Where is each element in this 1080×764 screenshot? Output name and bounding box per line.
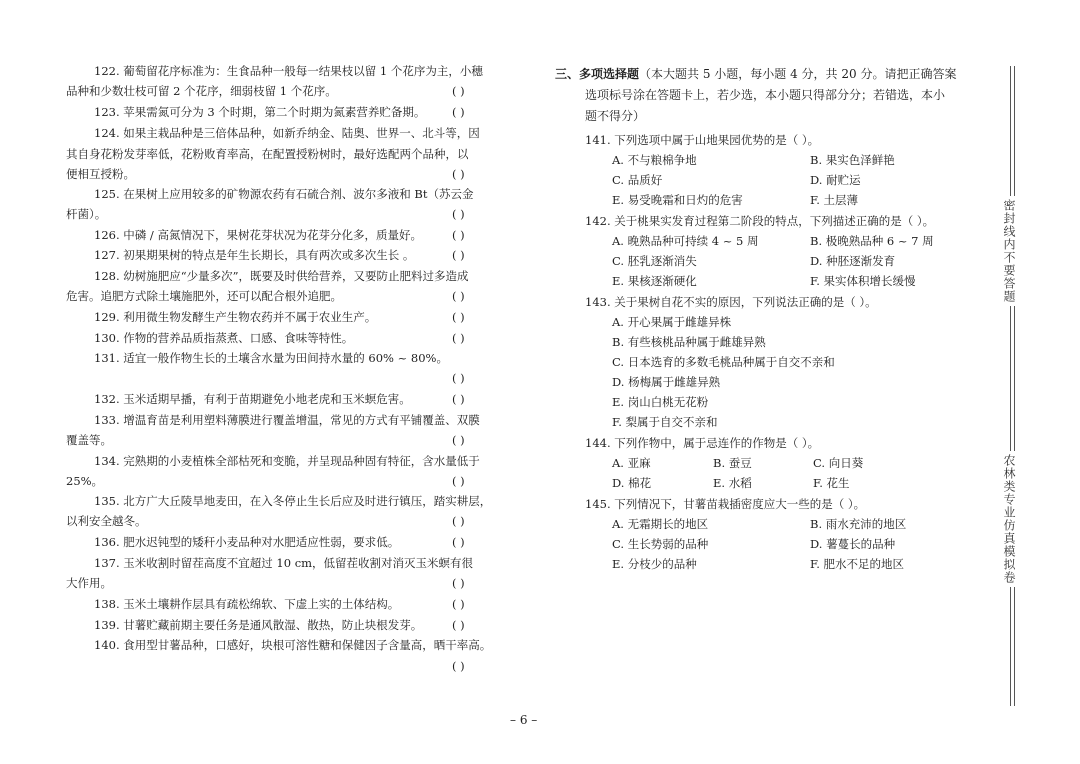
option-143-c[interactable]: C. 日本选育的多数毛桃品种属于自交不亲和: [612, 355, 835, 369]
answer-parentheses[interactable]: ( ): [452, 392, 465, 406]
answer-parentheses[interactable]: ( ): [452, 597, 465, 611]
section-instruction: 选项标号涂在答题卡上，若少选，本小题只得部分分；若错选，本小: [585, 88, 946, 102]
section-instruction: 题不得分）: [585, 109, 646, 123]
question-line: 125. 在果树上应用较多的矿物源农药有石硫合剂、波尔多液和 Bt（苏云金: [94, 187, 474, 201]
question-line: 135. 北方广大丘陵旱地麦田，在入冬停止生长后应及时进行镇压，踏实耕层，: [94, 494, 492, 508]
question-line: 139. 甘薯贮藏前期主要任务是通风散湿、散热，防止块根发芽。: [94, 618, 423, 632]
question-line: 137. 玉米收割时留茬高度不宜超过 10 cm，低留茬收割对消灭玉米螟有很: [94, 556, 474, 570]
question-stem-143: 143. 关于果树自花不实的原因，下列说法正确的是（ ）。: [585, 295, 877, 309]
question-line: 126. 中磷 / 高氮情况下，果树花芽状况为花芽分化多，质量好。: [94, 228, 422, 242]
option-144-a[interactable]: A. 亚麻: [612, 456, 651, 470]
answer-parentheses[interactable]: ( ): [452, 535, 465, 549]
section-instruction: （本大题共 5 小题，每小题 4 分，共 20 分。请把正确答案: [639, 67, 957, 81]
option-141-e[interactable]: E. 易受晚霜和日灼的危害: [612, 193, 743, 207]
option-143-a[interactable]: A. 开心果属于雌雄异株: [612, 315, 732, 329]
option-144-b[interactable]: B. 蚕豆: [713, 456, 752, 470]
question-line: 127. 初果期果树的特点是年生长期长，具有两次或多次生长 。: [94, 248, 415, 262]
option-142-b[interactable]: B. 极晚熟品种 6 ~ 7 周: [810, 234, 934, 248]
margin-exam-title: 农林类专业仿真模拟卷: [994, 451, 1018, 587]
option-144-d[interactable]: D. 棉花: [612, 476, 652, 490]
option-141-a[interactable]: A. 不与粮棉争地: [612, 153, 697, 167]
section-header: [555, 66, 956, 83]
question-line: 136. 肥水迟钝型的矮秆小麦品种对水肥适应性弱，要求低。: [94, 535, 400, 549]
question-line: 132. 玉米适期早播，有利于苗期避免小地老虎和玉米螟危害。: [94, 392, 411, 406]
question-line: 138. 玉米土壤耕作层具有疏松绵软、下虚上实的土体结构。: [94, 597, 400, 611]
question-line: 25%。: [66, 474, 104, 488]
question-line: 133. 增温育苗是利用塑料薄膜进行覆盖增温，常见的方式有平铺覆盖、双膜: [94, 413, 480, 427]
question-line: 危害。追肥方式除土壤施肥外，还可以配合根外追肥。: [66, 289, 342, 303]
answer-parentheses[interactable]: ( ): [452, 331, 465, 345]
answer-parentheses[interactable]: ( ): [452, 618, 465, 632]
answer-parentheses[interactable]: ( ): [452, 105, 465, 119]
answer-parentheses[interactable]: ( ): [452, 474, 465, 488]
question-line: 128. 幼树施肥应“少量多次”，既要及时供给营养，又要防止肥料过多造成: [94, 269, 469, 283]
option-143-e[interactable]: E. 岗山白桃无花粉: [612, 395, 709, 409]
question-line: 131. 适宜一般作物生长的土壤含水量为田间持水量的 60% ~ 80%。: [94, 351, 448, 365]
question-line: 122. 葡萄留花序标准为：生食品种一般每一结果枝以留 1 个花序为主，小穗: [94, 64, 483, 78]
question-line: 杆菌）。: [66, 207, 107, 221]
question-stem-144: 144. 下列作物中，属于忌连作的作物是（ ）。: [585, 436, 820, 450]
question-line: 大作用。: [66, 576, 112, 590]
question-line: 140. 食用型甘薯品种，口感好，块根可溶性糖和保健因子含量高，晒干率高。: [94, 638, 492, 652]
answer-parentheses[interactable]: ( ): [452, 167, 465, 181]
question-line: 便相互授粉。: [66, 167, 135, 181]
option-141-c[interactable]: C. 品质好: [612, 173, 663, 187]
section-title: 三、多项选择题: [555, 67, 640, 81]
question-stem-145: 145. 下列情况下，甘薯苗栽插密度应大一些的是（ ）。: [585, 497, 866, 511]
option-142-f[interactable]: F. 果实体积增长缓慢: [810, 274, 916, 288]
seal-line: [1010, 66, 1011, 706]
question-line: 130. 作物的营养品质指蒸煮、口感、食味等特性。: [94, 331, 354, 345]
option-145-d[interactable]: D. 薯蔓长的品种: [810, 537, 896, 551]
answer-parentheses[interactable]: ( ): [452, 248, 465, 262]
option-141-b[interactable]: B. 果实色泽鲜艳: [810, 153, 895, 167]
option-141-f[interactable]: F. 土层薄: [810, 193, 858, 207]
option-145-e[interactable]: E. 分枝少的品种: [612, 557, 697, 571]
answer-parentheses[interactable]: ( ): [452, 310, 465, 324]
option-145-b[interactable]: B. 雨水充沛的地区: [810, 517, 907, 531]
option-145-c[interactable]: C. 生长势弱的品种: [612, 537, 709, 551]
option-143-f[interactable]: F. 梨属于自交不亲和: [612, 415, 718, 429]
answer-parentheses[interactable]: ( ): [452, 84, 465, 98]
answer-parentheses[interactable]: ( ): [452, 576, 465, 590]
question-line: 124. 如果主栽品种是三倍体品种，如新乔纳金、陆奥、世界一、北斗等，因: [94, 126, 480, 140]
question-line: 其自身花粉发芽率低，花粉败育率高，在配置授粉树时，最好选配两个品种，以: [66, 147, 469, 161]
option-144-e[interactable]: E. 水稻: [713, 476, 752, 490]
answer-parentheses[interactable]: ( ): [452, 289, 465, 303]
option-142-c[interactable]: C. 胚乳逐渐消失: [612, 254, 697, 268]
answer-parentheses[interactable]: ( ): [452, 659, 465, 673]
answer-parentheses[interactable]: ( ): [452, 433, 465, 447]
margin-notice: 密封线内不要答题: [994, 196, 1018, 306]
question-line: 品种和少数壮枝可留 2 个花序，细弱枝留 1 个花序。: [66, 84, 337, 98]
question-line: 以利安全越冬。: [66, 514, 147, 528]
option-144-f[interactable]: F. 花生: [813, 476, 850, 490]
binding-margin: [994, 66, 1018, 706]
answer-parentheses[interactable]: ( ): [452, 371, 465, 385]
page-number: – 6 –: [510, 713, 538, 727]
option-145-a[interactable]: A. 无霜期长的地区: [612, 517, 709, 531]
option-142-e[interactable]: E. 果核逐渐硬化: [612, 274, 697, 288]
question-stem-142: 142. 关于桃果实发育过程第二阶段的特点，下列描述正确的是（ ）。: [585, 214, 935, 228]
option-145-f[interactable]: F. 肥水不足的地区: [810, 557, 904, 571]
question-line: 134. 完熟期的小麦植株全部枯死和变脆，并呈现品种固有特征，含水量低于: [94, 454, 480, 468]
question-stem-141: 141. 下列选项中属于山地果园优势的是（ ）。: [585, 133, 820, 147]
answer-parentheses[interactable]: ( ): [452, 228, 465, 242]
option-142-a[interactable]: A. 晚熟品种可持续 4 ~ 5 周: [612, 234, 759, 248]
option-143-d[interactable]: D. 杨梅属于雌雄异熟: [612, 375, 721, 389]
question-line: 覆盖等。: [66, 433, 112, 447]
answer-parentheses[interactable]: ( ): [452, 207, 465, 221]
question-line: 123. 苹果需氮可分为 3 个时期，第二个时期为氮素营养贮备期。: [94, 105, 426, 119]
option-143-b[interactable]: B. 有些核桃品种属于雌雄异熟: [612, 335, 766, 349]
option-142-d[interactable]: D. 种胚逐渐发育: [810, 254, 896, 268]
answer-parentheses[interactable]: ( ): [452, 514, 465, 528]
option-144-c[interactable]: C. 向日葵: [813, 456, 864, 470]
seal-line: [1014, 66, 1015, 706]
option-141-d[interactable]: D. 耐贮运: [810, 173, 861, 187]
question-line: 129. 利用微生物发酵生产生物农药并不属于农业生产。: [94, 310, 377, 324]
